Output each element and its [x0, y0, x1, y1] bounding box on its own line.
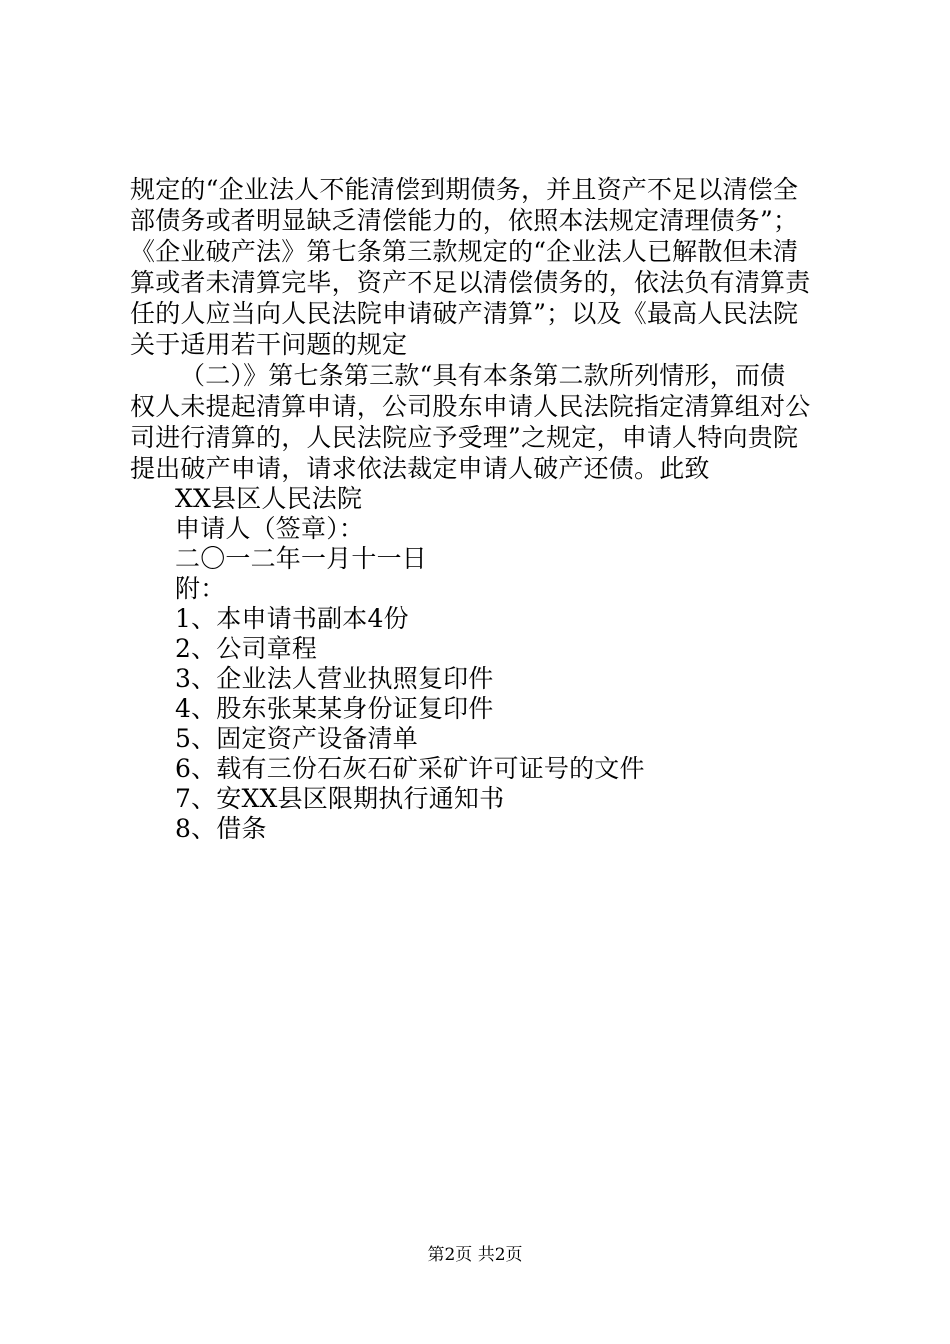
attachment-item: 8、借条 — [175, 814, 267, 843]
document-date: 二〇一二年一月十一日 — [175, 544, 428, 573]
attachment-item: 3、企业法人营业执照复印件 — [175, 664, 494, 693]
attachment-item: 5、固定资产设备清单 — [175, 724, 418, 753]
attachment-item: 2、公司章程 — [175, 634, 318, 663]
body-text-line: 提出破产申请，请求依法裁定申请人破产还债。此致 — [130, 454, 710, 483]
attachment-item: 7、安XX县区限期执行通知书 — [175, 784, 505, 813]
applicant-signature: 申请人（签章）： — [175, 514, 365, 543]
body-text-line: 算或者未清算完毕，资产不足以清偿债务的，依法负有清算责 — [130, 268, 811, 297]
page-number-footer: 第2页 共2页 — [427, 1245, 523, 1265]
body-text-line: 《企业破产法》第七条第三款规定的“企业法人已解散但未清 — [130, 237, 799, 266]
attachment-item: 1、本申请书副本4份 — [175, 604, 409, 633]
body-text-line: 权人未提起清算申请，公司股东申请人民法院指定清算组对公 — [130, 392, 811, 421]
body-text-line: 规定的“企业法人不能清偿到期债务，并且资产不足以清偿全 — [130, 175, 799, 204]
attachments-heading: 附： — [175, 574, 226, 603]
body-text-line: 部债务或者明显缺乏清偿能力的，依照本法规定清理债务”； — [130, 206, 799, 235]
attachment-item: 4、股东张某某身份证复印件 — [175, 694, 494, 723]
body-text-line: （二）》第七条第三款“具有本条第二款所列情形，而债 — [180, 361, 786, 390]
attachment-item: 6、载有三份石灰石矿采矿许可证号的文件 — [175, 754, 645, 783]
addressee: XX县区人民法院 — [175, 484, 363, 513]
body-text-line: 关于适用若干问题的规定 — [130, 330, 408, 359]
body-text-line: 司进行清算的，人民法院应予受理”之规定，申请人特向贵院 — [130, 423, 799, 452]
body-text-line: 任的人应当向人民法院申请破产清算”；以及《最高人民法院 — [130, 299, 799, 328]
